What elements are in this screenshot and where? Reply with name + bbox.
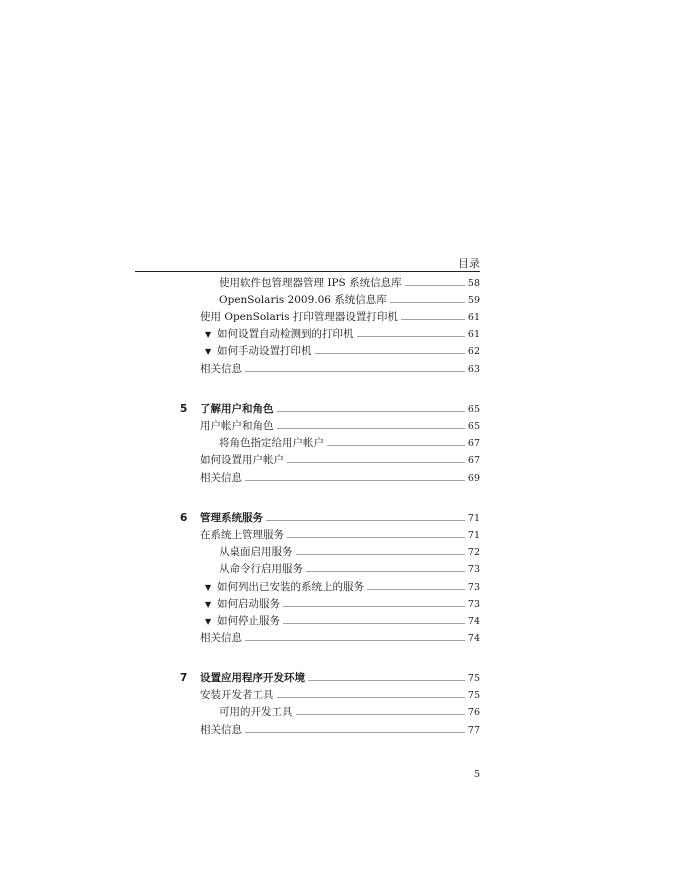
toc-entry-text: 如何设置自动检测到的打印机: [217, 328, 354, 340]
toc-page-number: 71: [467, 530, 480, 541]
leader-dots: [245, 370, 465, 373]
running-header-title: 目录: [458, 257, 480, 270]
leader-dots: [296, 713, 465, 716]
toc-page-number: 74: [467, 616, 480, 627]
toc-entry-text: 安装开发者工具: [200, 689, 274, 701]
toc-page-number: 69: [467, 473, 480, 484]
toc-entry[interactable]: [200, 528, 480, 542]
triangle-down-icon: ▼: [205, 617, 212, 626]
toc-page-number: 77: [467, 725, 480, 736]
toc-chapter-entry[interactable]: [200, 402, 480, 416]
leader-dots: [405, 284, 465, 287]
chapter-number: 6: [180, 512, 188, 524]
toc-entry[interactable]: [200, 362, 480, 376]
toc-entry[interactable]: [219, 562, 480, 576]
toc-page-number: 73: [467, 582, 480, 593]
leader-dots: [283, 622, 465, 625]
toc-entry[interactable]: [200, 631, 480, 645]
toc-page-number: 73: [467, 564, 480, 575]
triangle-down-icon: ▼: [205, 330, 212, 339]
leader-dots: [390, 301, 465, 304]
toc-entry-text: 如何手动设置打印机: [217, 345, 312, 357]
toc-page-number: 58: [467, 278, 480, 289]
toc-entry[interactable]: [219, 293, 480, 307]
toc-entry[interactable]: [219, 705, 480, 719]
leader-dots: [287, 461, 465, 464]
toc-page-number: 67: [467, 455, 480, 466]
toc-entry[interactable]: [200, 310, 480, 324]
toc-entry[interactable]: [200, 688, 480, 702]
toc-entry[interactable]: [200, 453, 480, 467]
toc-entry[interactable]: [200, 723, 480, 737]
toc-task-entry[interactable]: [205, 614, 480, 628]
toc-task-entry[interactable]: [205, 580, 480, 594]
leader-dots: [367, 588, 465, 591]
toc-entry[interactable]: [200, 419, 480, 433]
toc-page-number: 74: [467, 633, 480, 644]
leader-dots: [245, 731, 465, 734]
toc-task-entry[interactable]: [205, 327, 480, 341]
leader-dots: [401, 318, 465, 321]
leader-dots: [306, 570, 465, 573]
chapter-title: 设置应用程序开发环境: [200, 672, 305, 684]
toc-entry-text: 如何停止服务: [217, 615, 280, 627]
toc-entry-text: 相关信息: [200, 472, 242, 484]
toc-chapter-entry[interactable]: [200, 671, 480, 685]
leader-dots: [277, 410, 465, 413]
toc-entry-text: 相关信息: [200, 724, 242, 736]
toc-page-number: 61: [467, 312, 480, 323]
toc-entry-text: OpenSolaris 2009.06 系统信息库: [219, 294, 387, 306]
toc-entry-text: 如何设置用户帐户: [200, 454, 284, 466]
leader-dots: [277, 427, 465, 430]
toc-task-entry[interactable]: [205, 344, 480, 358]
toc-entry[interactable]: [219, 436, 480, 450]
leader-dots: [245, 479, 465, 482]
chapter-number: 5: [180, 403, 188, 415]
toc-page-number: 59: [467, 295, 480, 306]
toc-entry-text: 相关信息: [200, 632, 242, 644]
toc-entry[interactable]: [219, 545, 480, 559]
chapter-title: 了解用户和角色: [200, 403, 274, 415]
toc-chapter-entry[interactable]: [200, 511, 480, 525]
header-rule: [135, 271, 480, 272]
toc-page-number: 61: [467, 329, 480, 340]
toc-entry-text: 如何列出已安装的系统上的服务: [217, 581, 364, 593]
toc-page-number: 65: [467, 421, 480, 432]
leader-dots: [283, 605, 465, 608]
chapter-number: 7: [180, 672, 188, 684]
triangle-down-icon: ▼: [205, 583, 212, 592]
triangle-down-icon: ▼: [205, 347, 212, 356]
triangle-down-icon: ▼: [205, 600, 212, 609]
leader-dots: [287, 536, 465, 539]
toc-entry-text: 可用的开发工具: [219, 706, 293, 718]
toc-page-number: 63: [467, 364, 480, 375]
toc-page-number: 75: [467, 690, 480, 701]
toc-entry-text: 相关信息: [200, 363, 242, 375]
page-number: 5: [473, 769, 480, 780]
toc-page-number: 75: [467, 673, 480, 684]
toc-entry[interactable]: [219, 276, 480, 290]
leader-dots: [308, 679, 465, 682]
toc-entry-text: 将角色指定给用户帐户: [219, 437, 324, 449]
toc-entry-text: 如何启动服务: [217, 598, 280, 610]
toc-page-number: 65: [467, 404, 480, 415]
toc-entry-text: 使用软件包管理器管理 IPS 系统信息库: [219, 277, 402, 289]
leader-dots: [327, 444, 465, 447]
toc-page-number: 67: [467, 438, 480, 449]
leader-dots: [277, 696, 465, 699]
toc-page-number: 76: [467, 707, 480, 718]
leader-dots: [296, 553, 465, 556]
leader-dots: [357, 335, 465, 338]
toc-entry-text: 使用 OpenSolaris 打印管理器设置打印机: [200, 311, 398, 323]
toc-page-number: 62: [467, 346, 480, 357]
toc-entry[interactable]: [200, 471, 480, 485]
toc-page-number: 72: [467, 547, 480, 558]
toc-entry-text: 从桌面启用服务: [219, 546, 293, 558]
toc-entry-text: 用户帐户和角色: [200, 420, 274, 432]
leader-dots: [245, 639, 465, 642]
leader-dots: [315, 352, 465, 355]
leader-dots: [266, 519, 465, 522]
chapter-title: 管理系统服务: [200, 512, 263, 524]
toc-task-entry[interactable]: [205, 597, 480, 611]
toc-page-number: 71: [467, 513, 480, 524]
toc-entry-text: 在系统上管理服务: [200, 529, 284, 541]
toc-entry-text: 从命令行启用服务: [219, 563, 303, 575]
toc-page-number: 73: [467, 599, 480, 610]
